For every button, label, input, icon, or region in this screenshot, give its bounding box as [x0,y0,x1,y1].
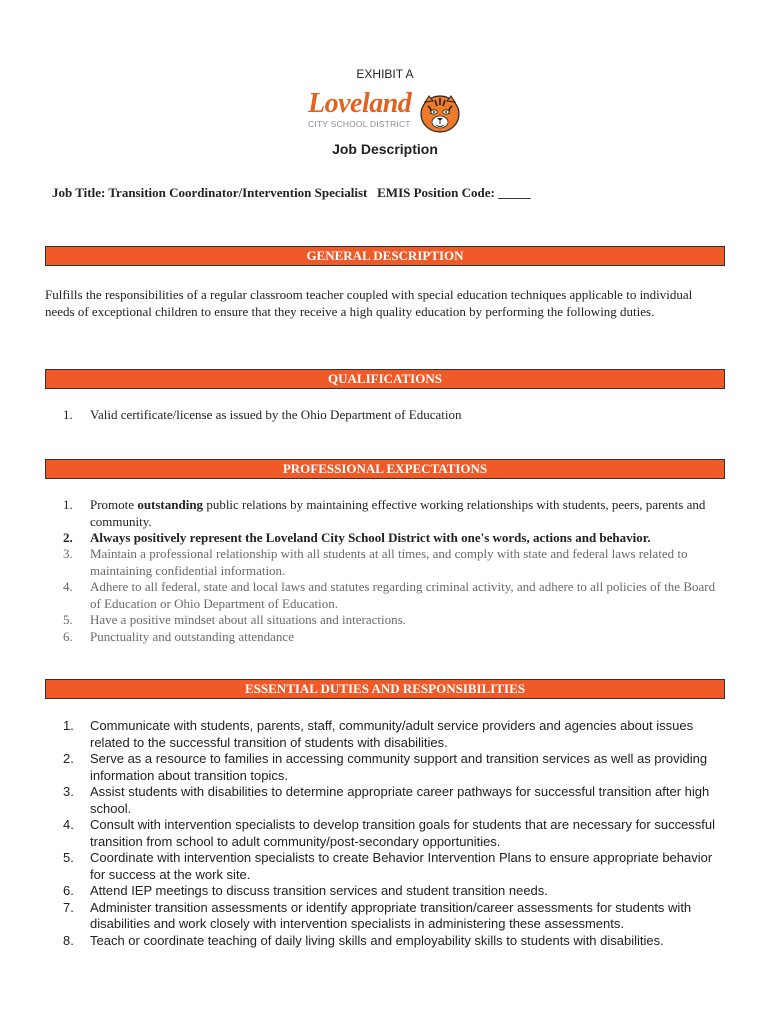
list-item [63,718,723,751]
list-item-text: Maintain a professional relationship with all students at all times, and comply with state and federal laws related to maintaining confidential information. [90,546,688,578]
list-item-number: 5. [63,612,73,627]
duties-list [63,718,723,949]
list-item-number: 1. [63,718,74,733]
essential-duties-heading: ESSENTIAL DUTIES AND RESPONSIBILITIES [45,679,725,699]
logo-wordmark: Loveland [308,88,412,119]
list-item-number: 6. [63,883,74,898]
list-item [63,850,723,883]
qualifications-heading: QUALIFICATIONS [45,369,725,389]
list-item [63,900,723,933]
qualifications-list [63,407,723,424]
list-item-number: 2. [63,751,74,766]
professional-expectations-heading: PROFESSIONAL EXPECTATIONS [45,459,725,479]
list-item [63,629,723,646]
list-item-number: 4. [63,579,73,594]
expectations-list-continued [63,546,723,645]
job-title-line: Job Title: Transition Coordinator/Intervention Specialist EMIS Position Code: _____ [52,185,531,200]
list-item-text: Coordinate with intervention specialists to create Behavior Intervention Plans to ensure appropriate behavior for success at the work site. [90,850,713,882]
list-item-number: 1. [63,407,73,422]
list-item-text: Administer transition assessments or identify appropriate transition/career assessments for students with disabilities and work closely with intervention specialists in administering these assessments. [90,899,692,931]
district-logo [306,88,464,136]
list-item-text-pre: Promote [90,497,138,512]
list-item-text: Consult with intervention specialists to develop transition goals for students that are necessary for successful transition from school to adult community/post-secondary opportunities. [90,817,716,849]
list-item-text: Teach or coordinate teaching of daily living skills and employability skills to students with disabilities. [90,932,664,948]
list-item [63,579,723,612]
general-description-heading: GENERAL DESCRIPTION [45,246,725,266]
list-item-text: Serve as a resource to families in accessing community support and transition services as well as providing information about transition topics. [90,751,708,783]
list-item-text: Communicate with students, parents, staff, community/adult service providers and agencies about issues related to the successful transition of students with disabilities. [90,718,694,750]
list-item [63,933,723,950]
list-item-text: Valid certificate/license as issued by the Ohio Department of Education [90,407,462,422]
list-item-number: 1. [63,497,73,512]
general-description-text: Fulfills the responsibilities of a regular classroom teacher coupled with special education techniques applicable to individual needs of exceptional children to ensure that they receive a high quality education by performing the following duties. [45,287,693,319]
list-item-number: 3. [63,784,74,799]
expectations-list [63,497,723,547]
exhibit-label: EXHIBIT A [356,67,414,81]
tiger-mascot-icon [419,92,461,134]
list-item [63,883,723,900]
list-item-number: 6. [63,628,73,644]
list-item-text: Always positively represent the Loveland City School District with one's words, actions and behavior. [90,530,651,545]
list-item-number: 8. [63,932,74,948]
list-item-number: 7. [63,899,74,915]
list-item-number: 3. [63,546,73,561]
list-item-text-post: public relations by maintaining effective working relationships with students, peers, parents and community. [90,497,706,529]
list-item-number: 2. [63,530,73,545]
list-item [63,751,723,784]
list-item-text: Assist students with disabilities to determine appropriate career pathways for successful transition after high school. [90,784,710,816]
list-item-text: Adhere to all federal, state and local laws and statutes regarding criminal activity, and adhere to all policies of the Board of Education or Ohio Department of Education. [90,579,716,611]
list-item-number: 5. [63,850,74,865]
list-item-text: Have a positive mindset about all situations and interactions. [90,612,406,627]
list-item [63,784,723,817]
list-item-text: Attend IEP meetings to discuss transition services and student transition needs. [90,883,548,898]
list-item [63,817,723,850]
list-item-text: Punctuality and outstanding attendance [90,628,294,644]
list-item [63,497,723,530]
document-title: Job Description [332,141,438,157]
logo-subtitle: CITY SCHOOL DISTRICT [308,119,411,129]
list-item [63,407,723,424]
list-item-number: 4. [63,817,74,832]
list-item-text-emphasis: outstanding [137,497,204,512]
list-item [63,530,723,547]
list-item [63,546,723,579]
list-item [63,612,723,629]
